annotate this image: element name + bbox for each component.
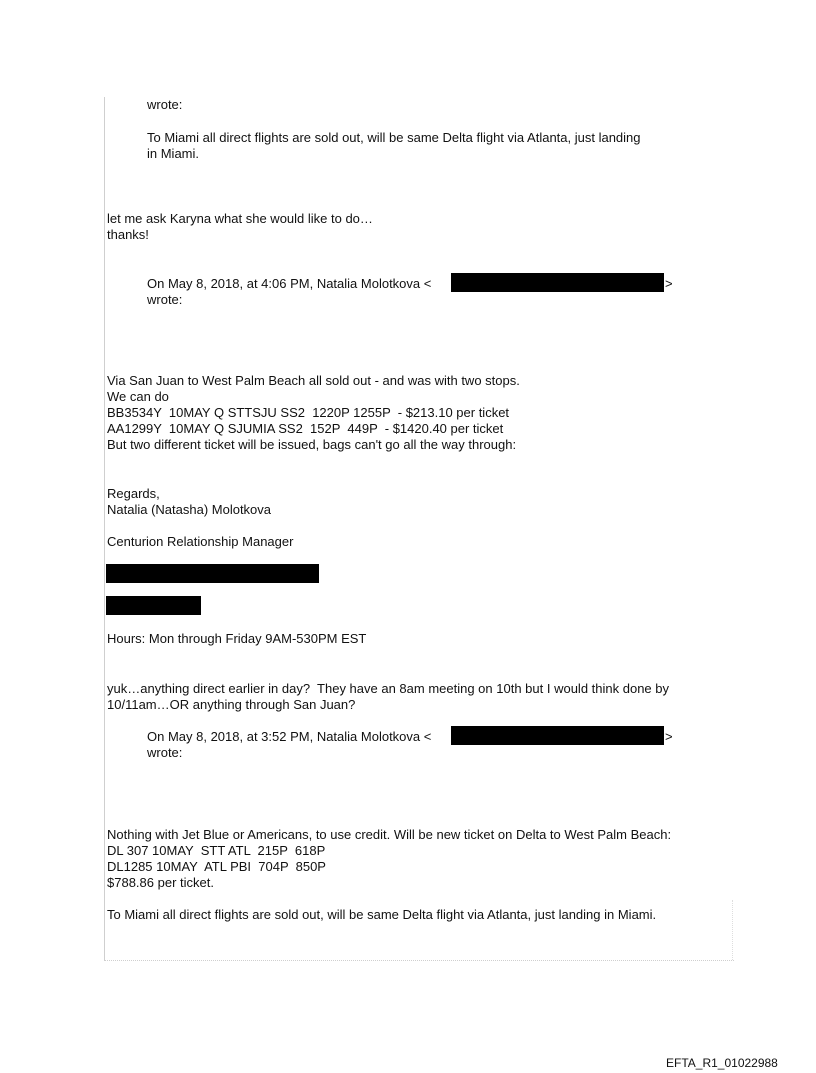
email-header-wrote: wrote: (147, 292, 183, 307)
flight-line: DL 307 10MAY STT ATL 215P 618P (107, 843, 326, 858)
message-line: To Miami all direct flights are sold out, will be same Delta flight via Atlanta, just landing in Miami. (107, 907, 657, 922)
flight-line: BB3534Y 10MAY Q STTSJU SS2 1220P 1255P - $213.10 per ticket (107, 405, 510, 420)
quote-line: To Miami all direct flights are sold out, will be same Delta flight via Atlanta, just landing (147, 130, 641, 145)
email-header-line: On May 8, 2018, at 4:06 PM, Natalia Molotkova < (147, 276, 432, 291)
message-line: We can do (107, 389, 169, 404)
quote-right-border (732, 900, 733, 960)
flight-line: AA1299Y 10MAY Q SJUMIA SS2 152P 449P - $1420.40 per ticket (107, 421, 504, 436)
message-line: But two different ticket will be issued, bags can't go all the way through: (107, 437, 517, 452)
reply-line: 10/11am…OR anything through San Juan? (107, 697, 356, 712)
signature-name: Natalia (Natasha) Molotkova (107, 502, 272, 517)
flight-line: DL1285 10MAY ATL PBI 704P 850P (107, 859, 326, 874)
email-header-wrote: wrote: (147, 745, 183, 760)
document-id: EFTA_R1_01022988 (666, 1056, 778, 1070)
email-header-line: On May 8, 2018, at 3:52 PM, Natalia Molotkova < (147, 729, 432, 744)
redacted-email-box (451, 273, 664, 292)
quote-wrote: wrote: (147, 97, 183, 112)
reply-line: let me ask Karyna what she would like to do… (107, 211, 373, 226)
quote-border (104, 97, 105, 961)
reply-line: yuk…anything direct earlier in day? They have an 8am meeting on 10th but I would think done by (107, 681, 669, 696)
quote-line: in Miami. (147, 146, 200, 161)
redacted-email-box (451, 726, 664, 745)
signature-title: Centurion Relationship Manager (107, 534, 294, 549)
signature-hours: Hours: Mon through Friday 9AM-530PM EST (107, 631, 367, 646)
message-line: Via San Juan to West Palm Beach all sold out - and was with two stops. (107, 373, 520, 388)
signature-regards: Regards, (107, 486, 160, 501)
email-header-bracket: > (665, 276, 673, 291)
reply-line: thanks! (107, 227, 149, 242)
email-header-bracket: > (665, 729, 673, 744)
quote-bottom-border (104, 960, 734, 961)
redacted-contact-box (106, 564, 319, 583)
message-line: Nothing with Jet Blue or Americans, to use credit. Will be new ticket on Delta to West Palm Beach: (107, 827, 672, 842)
price-line: $788.86 per ticket. (107, 875, 214, 890)
redacted-phone-box (106, 596, 201, 615)
